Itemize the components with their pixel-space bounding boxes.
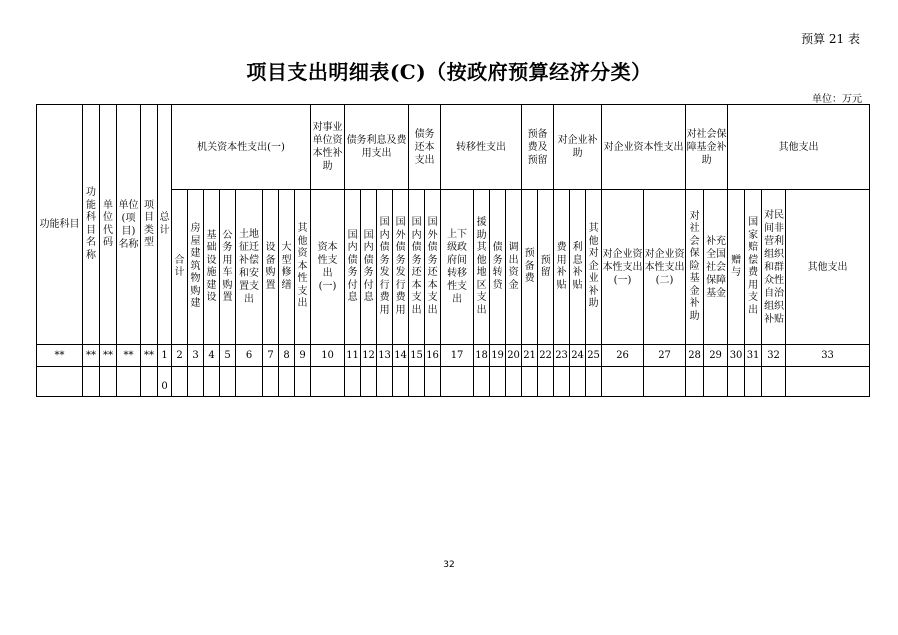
table-cell <box>704 367 728 397</box>
code-cell: 9 <box>295 345 311 367</box>
table-cell <box>279 367 295 397</box>
header-zhaiwu-zhuandai: 债务转贷 <box>490 190 506 345</box>
header-guowai-huanben: 国外债务还本支出 <box>425 190 441 345</box>
total-cell: 0 <box>158 367 172 397</box>
table-number: 预算 21 表 <box>801 32 860 46</box>
header-shebao-buzhu: 对社会保险基金补助 <box>686 190 704 345</box>
code-cell: 17 <box>441 345 474 367</box>
code-cell: 25 <box>586 345 602 367</box>
table-cell <box>220 367 236 397</box>
code-cell: 16 <box>425 345 441 367</box>
code-cell: 23 <box>554 345 570 367</box>
header-feiyong-butie: 费用补贴 <box>554 190 570 345</box>
group-duiqiye-buzhu: 对企业补助 <box>554 105 602 190</box>
header-yuliu: 预留 <box>538 190 554 345</box>
unit-label: 单位：万元 <box>812 94 862 105</box>
table-cell <box>409 367 425 397</box>
header-yuanzhu-qita: 援助其他地区支出 <box>474 190 490 345</box>
code-cell: 28 <box>686 345 704 367</box>
code-cell: 15 <box>409 345 425 367</box>
table-cell <box>745 367 762 397</box>
table-cell <box>236 367 263 397</box>
table-cell <box>762 367 786 397</box>
table-cell <box>554 367 570 397</box>
header-gongwu-yongche: 公务用车购置 <box>220 190 236 345</box>
table-cell <box>188 367 204 397</box>
table-cell <box>263 367 279 397</box>
table-cell <box>602 367 644 397</box>
header-heji: 合计 <box>172 190 188 345</box>
table-cell <box>425 367 441 397</box>
table-cell <box>393 367 409 397</box>
group-zhaiwu-huanben: 债务还本支出 <box>409 105 441 190</box>
header-jichu-sheshi: 基础设施建设 <box>204 190 220 345</box>
table-cell <box>172 367 188 397</box>
table-cell <box>644 367 686 397</box>
header-guojia-peichang: 国家赔偿费用支出 <box>745 190 762 345</box>
header-danwei-mingcheng: 单位(项目)名称 <box>117 105 141 345</box>
group-yubeifei: 预备费及预留 <box>522 105 554 190</box>
header-gongneng-kemu: 功能科目 <box>37 105 83 345</box>
code-cell: 22 <box>538 345 554 367</box>
table-cell <box>311 367 345 397</box>
group-zhaiwu-lixi: 债务利息及费用支出 <box>345 105 409 190</box>
header-lixi-butie: 利息补贴 <box>570 190 586 345</box>
header-daxing-xiushan: 大型修缮 <box>279 190 295 345</box>
header-tudi-zhengqian: 土地征迁补偿和安置支出 <box>236 190 263 345</box>
code-cell: 21 <box>522 345 538 367</box>
code-cell: 11 <box>345 345 361 367</box>
table-cell <box>490 367 506 397</box>
group-qita-zhichu: 其他支出 <box>728 105 870 190</box>
code-cell: 33 <box>786 345 870 367</box>
header-zengyu: 赠与 <box>728 190 745 345</box>
table-cell <box>377 367 393 397</box>
code-cell: 8 <box>279 345 295 367</box>
group-duiqiye-ziben: 对企业资本性支出 <box>602 105 686 190</box>
table-cell <box>361 367 377 397</box>
code-cell: 29 <box>704 345 728 367</box>
code-cell: 5 <box>220 345 236 367</box>
header-fei-yingli: 对民间非营利组织和群众性自治组织补贴 <box>762 190 786 345</box>
table-cell <box>586 367 602 397</box>
budget-table <box>36 104 870 397</box>
table-cell <box>686 367 704 397</box>
code-cell: ** <box>83 345 100 367</box>
header-guonei-faxing: 国内债务发行费用 <box>377 190 393 345</box>
code-cell: ** <box>100 345 117 367</box>
header-qita-zhichu: 其他支出 <box>786 190 870 345</box>
table-cell <box>83 367 100 397</box>
code-cell: 24 <box>570 345 586 367</box>
table-cell <box>786 367 870 397</box>
header-qita-ziben: 其他资本性支出 <box>295 190 311 345</box>
table-cell <box>100 367 117 397</box>
header-duiqiye-ziben-yi: 对企业资本性支出(一) <box>602 190 644 345</box>
table-cell <box>522 367 538 397</box>
table-cell <box>37 367 83 397</box>
header-buchong-quanguo: 补充全国社会保障基金 <box>704 190 728 345</box>
header-guonei-huanben: 国内债务还本支出 <box>409 190 425 345</box>
code-cell: 6 <box>236 345 263 367</box>
group-duishiye: 对事业单位资本性补助 <box>311 105 345 190</box>
header-xiangmu-leixing: 项目类型 <box>141 105 158 345</box>
header-shangxia-zhuanyi: 上下级政府间转移性支出 <box>441 190 474 345</box>
code-cell: 20 <box>506 345 522 367</box>
header-diaochu-zijin: 调出资金 <box>506 190 522 345</box>
code-cell: 2 <box>172 345 188 367</box>
header-danwei-daima: 单位代码 <box>100 105 117 345</box>
code-cell: 12 <box>361 345 377 367</box>
code-cell: 18 <box>474 345 490 367</box>
header-qita-duiqiye: 其他对企业补助 <box>586 190 602 345</box>
code-cell: 31 <box>745 345 762 367</box>
group-zhuanyi: 转移性支出 <box>441 105 522 190</box>
header-duiqiye-ziben-er: 对企业资本性支出(二) <box>644 190 686 345</box>
code-cell: ** <box>117 345 141 367</box>
code-cell: 13 <box>377 345 393 367</box>
data-row <box>37 367 870 397</box>
code-cell: 4 <box>204 345 220 367</box>
header-yubeifei: 预备费 <box>522 190 538 345</box>
table-cell <box>345 367 361 397</box>
header-shebei-gouzhi: 设备购置 <box>263 190 279 345</box>
header-gongneng-kemu-mingcheng: 功能科目名称 <box>83 105 100 345</box>
group-shehui-baozhang: 对社会保障基金补助 <box>686 105 728 190</box>
table-cell <box>538 367 554 397</box>
code-cell: 1 <box>158 345 172 367</box>
code-cell: 26 <box>602 345 644 367</box>
code-cell: 30 <box>728 345 745 367</box>
header-guonei-fuxi: 国内债务付息 <box>345 190 361 345</box>
page-number: 32 <box>443 560 455 570</box>
code-cell: 32 <box>762 345 786 367</box>
header-guowai-faxing: 国外债务发行费用 <box>393 190 409 345</box>
code-cell: 27 <box>644 345 686 367</box>
table-cell <box>474 367 490 397</box>
table-cell <box>506 367 522 397</box>
table-cell <box>117 367 141 397</box>
page-title: 项目支出明细表(C)（按政府预算经济分类） <box>246 60 652 84</box>
table-cell <box>204 367 220 397</box>
code-cell: 7 <box>263 345 279 367</box>
header-zongji: 总计 <box>158 105 172 345</box>
header-fangwu: 房屋建筑物购建 <box>188 190 204 345</box>
header-ziben-yi: 资本性支出(一) <box>311 190 345 345</box>
table-cell <box>441 367 474 397</box>
code-cell: ** <box>141 345 158 367</box>
code-cell: 19 <box>490 345 506 367</box>
header-guonei-fuxi-2: 国内债务付息 <box>361 190 377 345</box>
code-row <box>37 345 870 367</box>
group-jiguan-ziben: 机关资本性支出(一) <box>172 105 311 190</box>
table-cell <box>728 367 745 397</box>
table-cell <box>570 367 586 397</box>
table-cell <box>141 367 158 397</box>
code-cell: 3 <box>188 345 204 367</box>
code-cell: 14 <box>393 345 409 367</box>
code-cell: ** <box>37 345 83 367</box>
table-cell <box>295 367 311 397</box>
code-cell: 10 <box>311 345 345 367</box>
